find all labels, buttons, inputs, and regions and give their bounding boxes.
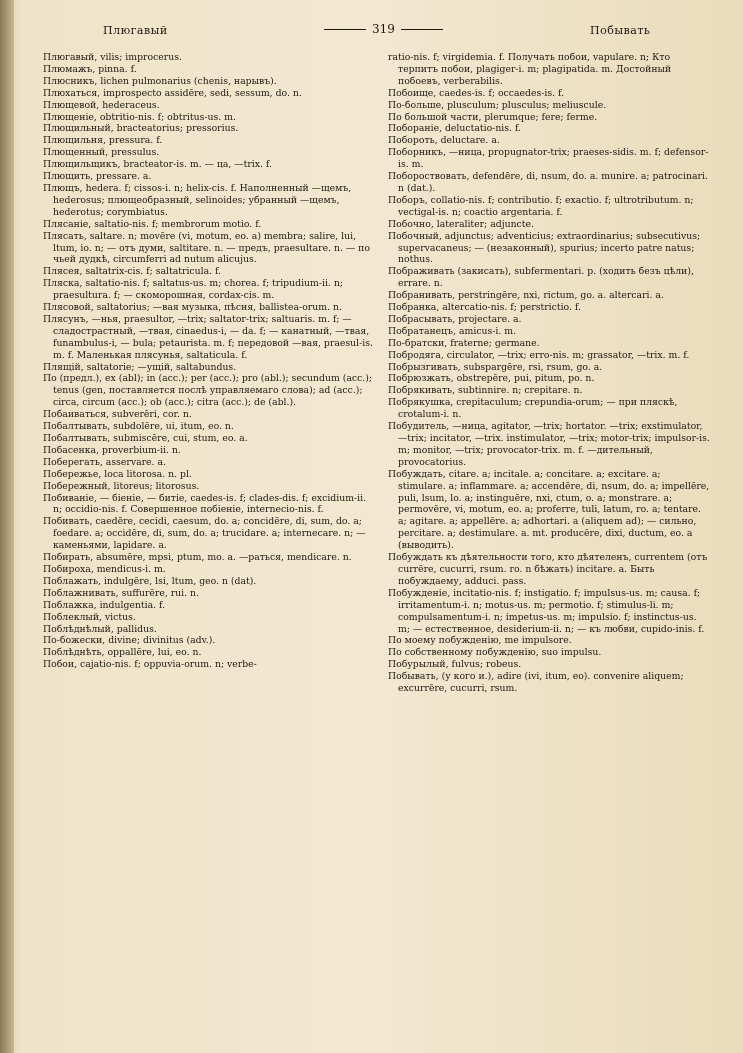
dictionary-entry: Плющильщикъ, bracteator-is. m. — ца, —trix. f. — [43, 159, 272, 171]
dictionary-entry: Побрякивать, subtinnire. n; crepitare. n. — [388, 385, 583, 397]
dictionary-entry: По собственному побужденію, suo impulsu. — [388, 647, 602, 659]
dictionary-entry: По-божески, divine; divinitus (adv.). — [43, 635, 216, 647]
page-header — [20, 22, 720, 42]
book-spine-shadow — [0, 0, 14, 1053]
left-column — [43, 52, 373, 671]
dictionary-entry: ratio-nis. f; virgidemia. f. Получать побои, vapulare. n; Кто терпитъ побои, plagiger-i. m; plagipatida. m. Достойный побоевъ, verberabilis. — [388, 52, 672, 87]
dictionary-entry: Побрасывать, projectare. a. — [388, 313, 522, 325]
dictionary-entry: Пображивать (закисать), subfermentari. p. (ходить безъ цѣли), errare. n. — [388, 266, 694, 290]
dictionary-entry: Побалтывать, subdolēre, ui, itum, eo. n. — [43, 421, 234, 433]
dictionary-entry: Плясея, saltatrix-cis. f; saltatricula. f. — [43, 266, 222, 278]
dictionary-entry: Поблажнивать, suffurēre, rui. n. — [43, 587, 199, 599]
dictionary-entry: Побранка, altercatio-nis. f; perstrictio. f. — [388, 302, 581, 314]
dictionary-entry: Побороствовать, defendēre, di, nsum, do. a. munire. a; patrocinari. n (dat.). — [388, 171, 708, 194]
right-column — [388, 52, 710, 695]
dictionary-entry: Побиваніе, — біеніе, — битіе, caedes-is. f; clades-dis. f; excidium-ii. n; occidio-nis. f. Совершенное побіеніе, internecio-nis. f. — [43, 492, 367, 516]
dictionary-entry: Поблѣднѣть, oppallēre, lui, eo. n. — [43, 647, 202, 659]
dictionary-entry: Побурылый, fulvus; robeus. — [388, 659, 522, 671]
dictionary-entry: Побережный, litoreus; litorosus. — [43, 480, 200, 492]
dictionary-entry: Побироха, mendicus-i. m. — [43, 563, 166, 575]
dictionary-entry: Побасенка, proverbium-ii. n. — [43, 444, 181, 456]
dictionary-entry: По (предл.), ex (abl); in (acc.); per (acc.); pro (abl.); secundum (acc.); tenus (gen, поставляется послѣ управляемаго слова); ad (acc.); circa, circum (acc.); ob (acc.); citra (acc.); de (abl.). — [43, 373, 373, 409]
dictionary-entry: Побочно, lateraliter; adjuncte. — [388, 218, 534, 230]
dictionary-entry: Плясаніе, saltatio-nis. f; membrorum motio. f. — [43, 218, 262, 230]
dictionary-entry: По большой части, plerumque; fere; ferme. — [388, 111, 598, 123]
dictionary-entry: Поблажать, indulgēre, lsi, ltum, geo. n (dat). — [43, 575, 257, 587]
dictionary-entry: Побуждать, citare. a; incitale. a; concitare. a; excitare. a; stimulare. a; inflammare. a; accendēre, di, nsum, do. a; impellēre, puli, lsum, lo. a; instinguēre, nxi, ctum, o. a; monstrare. a; permovēre, vi, motum, eo. a; proferre, tuli, latum, ro. a; tentare. a; agitare. a; appellēre. a; adhortari. a (aliquem ad); — сильно, percitare. a; destimulare. a. mt. producēre, dixi, ductum, eo. a (выводить). — [388, 468, 710, 552]
dictionary-entry: Плясать, saltare. n; movēre (vi, motum, eo. a) membra; salire, lui, ltum, io. n; — отъ думи, saltitare. n. — предъ, praesultare. n. — по чьей дудкѣ, circumferri ad nutum alicujus. — [43, 230, 370, 266]
dictionary-entry: Побратанецъ, amicus-i. m. — [388, 325, 517, 337]
dictionary-entry: Плющить, pressare. a. — [43, 171, 152, 183]
dictionary-entry: Плющильня, pressura. f. — [43, 135, 163, 147]
dictionary-entry: Плящій, saltatorie; —ущій, saltabundus. — [43, 361, 237, 373]
dictionary-entry: Плюхаться, improspecto assidēre, sedi, sessum, do. n. — [43, 87, 302, 99]
dictionary-entry: Побудитель, —ница, agitator, —trix; hortator. —trix; exstimulator, —trix; incitator, —trix. instimulator, —trix; motor-trix; impulsor-is. m; monitor, —trix; provocator-trix. m. f. —дительный, provocatorius. — [388, 421, 710, 468]
dictionary-entry: Побирать, absumēre, mpsi, ptum, mo. a. —раться, mendicare. n. — [43, 552, 352, 564]
dictionary-entry: Побывать, (у кого и.), adire (ivi, itum, eo). convenire aliquem; excurrēre, cucurri, rsum. — [388, 671, 684, 695]
dictionary-entry: Поборникъ, —ница, propugnator-trix; praeses-sidis. m. f; defensor-is. m. — [388, 147, 709, 171]
dictionary-entry: Плюгавый, vilis; improcerus. — [43, 52, 182, 63]
page-number: 319 — [318, 22, 449, 36]
dictionary-entry: Побораніе, deluctatio-nis. f. — [388, 123, 522, 135]
dictionary-entry: Побрякушка, crepitaculum; crepundia-orum; — при пляскѣ, crotalum-i. n. — [388, 397, 678, 421]
header-left-guideword: Плюгавый — [103, 24, 168, 37]
dictionary-entry: Побуждать къ дѣятельности того, кто дѣятеленъ, currentem (отъ currēre, cucurri, rsum. ro. n бѣжать) incitare. a. Быть побуждаему, adduci. pass. — [388, 552, 708, 587]
dictionary-entry: Пляска, saltatio-nis. f; saltatus-us. m; chorea. f; tripudium-ii. n; praesultura. f; — скоморошная, cordax-cis. m. — [43, 278, 343, 302]
dictionary-entry: Плюсникъ, lichen pulmonarius (chenis, нарывъ). — [43, 75, 277, 87]
dictionary-entry: Побранивать, perstringēre, nxi, rictum, go. a. altercari. a. — [388, 290, 664, 302]
dictionary-entry: Побродяга, circulator, —trix; erro-nis. m; grassator, —trix. m. f. — [388, 349, 690, 361]
dictionary-entry: Плющъ, hedera. f; cissos-i. n; helix-cis. f. Наполненный —щемъ, hederosus; плющеобразный, selinoides; убранный —щемъ, hederotus; corymbiatus. — [43, 182, 352, 218]
dictionary-entry: Побаиваться, subverēri, cor. n. — [43, 409, 192, 421]
dictionary-entry: По-братски, fraterne; germane. — [388, 337, 540, 349]
dictionary-entry: По-больше, plusculum; plusculus; meliuscule. — [388, 99, 607, 111]
dictionary-entry: Побережье, loca litorosa. n. pl. — [43, 468, 192, 480]
dictionary-entry: Побалтывать, submiscēre, cui, stum, eo. a. — [43, 433, 248, 444]
dictionary-entry: Поблажка, indulgentia. f. — [43, 599, 166, 611]
dictionary-entry: Плясунъ, —нья, praesultor, —trix; saltator-trix; saltuaris. m. f; — сладострастный, —твая, cinaedus-i, — da. f; — канатный, —твая, funambulus-i, — bula; petaurista. m. f; передовой —вая, praesul-is. m. f. Маленькая плясунья, saltaticula. f. — [43, 313, 373, 361]
dictionary-entry: Побужденіе, incitatio-nis. f; instigatio. f; impulsus-us. m; causa. f; irritamentum-i. n; motus-us. m; permotio. f; stimulus-li. m; compulsamentum-i. n; impetus-us. m; impulsio. f; instinctus-us. m; — естественное, desiderium-ii. n; — къ любви, cupido-inis. f. — [388, 587, 705, 635]
dictionary-entry: Побивать, caedēre, cecidi, caesum, do. a; concidēre, di, sum, do. a; foedare. a; occidēre, di, sum, do. a; trucidare. a; internecare. n; — каменьями, lapidare. a. — [43, 516, 366, 552]
dictionary-entry: Побои, cajatio-nis. f; oppuvia-orum. n; verbe- — [43, 659, 257, 671]
dictionary-entry: Побоище, caedes-is. f; occaedes-is. f. — [388, 87, 565, 99]
dictionary-entry: Плющенный, pressulus. — [43, 147, 160, 159]
dictionary-entry: Поберегать, asservare. a. — [43, 456, 166, 468]
header-right-guideword: Побывать — [590, 24, 651, 37]
dictionary-entry: Побороть, deluctare. a. — [388, 135, 500, 147]
dictionary-entry: Плясовой, saltatorius; —вая музыка, пѣсня, ballistea-orum. n. — [43, 302, 342, 314]
dictionary-entry: Побрюзжать, obstrepēre, pui, pitum, po. n. — [388, 373, 595, 385]
dictionary-entry: Поборъ, collatio-nis. f; contributio. f; exactio. f; ultrotributum. n; vectigal-is. n; coactio argentaria. f. — [388, 194, 694, 218]
dictionary-entry: Плюмажъ, pinna. f. — [43, 63, 137, 75]
dictionary-entry: Побочный, adjunctus; adventicius; extraordinarius; subsecutivus; supervacaneus; — (незаконный), spurius; incerto patre natus; nothus. — [388, 230, 701, 266]
dictionary-entry: Плющеніе, obtritio-nis. f; obtritus-us. m. — [43, 111, 236, 123]
dictionary-entry: Побрызгивать, subspargēre, rsi, rsum, go. a. — [388, 361, 603, 373]
dictionary-entry: Плющильный, bracteatorius; pressorius. — [43, 123, 239, 135]
dictionary-entry: По моему побужденію, me impulsore. — [388, 635, 572, 647]
dictionary-entry: Поблѣднѣлый, pallidus. — [43, 623, 157, 635]
dictionary-entry: Плющевой, hederaceus. — [43, 99, 160, 111]
dictionary-entry: Поблеклый, victus. — [43, 611, 136, 623]
